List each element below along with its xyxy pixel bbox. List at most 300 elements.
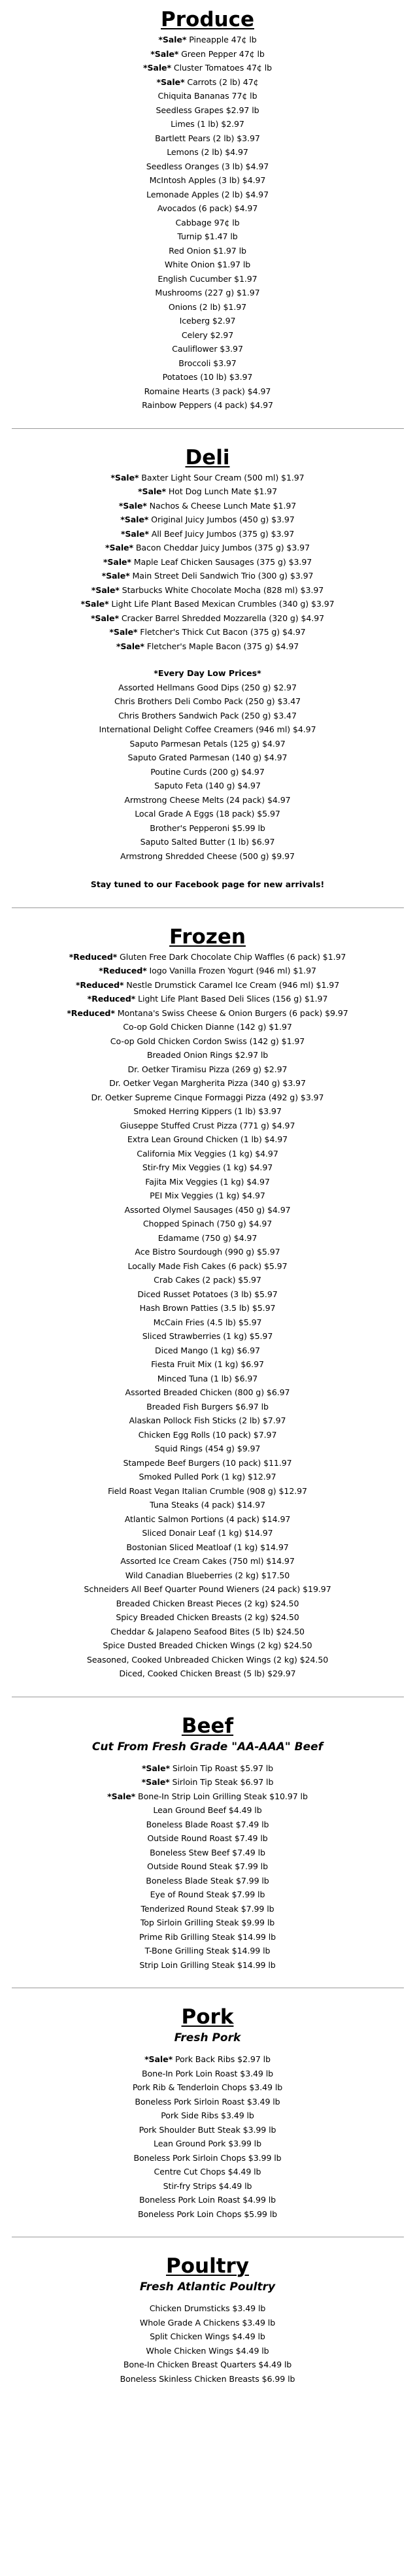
deli-section <box>0 445 415 892</box>
item-text: Dr. Oetker Vegan Margherita Pizza (340 g) $3.97 <box>109 1078 306 1088</box>
item-text: PEI Mix Veggies (1 kg) $4.97 <box>150 1191 265 1200</box>
item-text: Bartlett Pears (2 lb) $3.97 <box>155 133 260 143</box>
item-text: Light Life Plant Based Mexican Crumbles (340 g) $3.97 <box>108 599 335 609</box>
list-item <box>0 1329 415 1344</box>
list-item <box>0 1034 415 1049</box>
item-text: Armstrong Shredded Cheese (500 g) $9.97 <box>120 851 295 861</box>
list-item <box>0 611 415 626</box>
item-text: Whole Chicken Wings $4.49 lb <box>146 2345 269 2356</box>
list-item <box>0 527 415 541</box>
list-item <box>0 1831 415 1846</box>
item-text: Original Juicy Jumbos (450 g) $3.97 <box>148 515 295 524</box>
list-item <box>0 2151 415 2165</box>
list-item <box>0 1147 415 1161</box>
sale-tag: *Sale* <box>91 585 120 595</box>
item-list <box>0 2301 415 2386</box>
list-item <box>0 681 415 695</box>
item-text: Pineapple 47¢ lb <box>186 35 257 44</box>
section-subtitle: Fresh Pork <box>174 2031 241 2044</box>
item-text: Fletcher's Maple Bacon (375 g) $4.97 <box>144 641 299 651</box>
list-item <box>0 1775 415 1789</box>
sale-tag: *Sale* <box>141 1763 170 1773</box>
item-text: Local Grade A Eggs (18 pack) $5.97 <box>135 809 280 819</box>
sale-tag: *Sale* <box>90 613 119 623</box>
item-text: Red Onion $1.97 lb <box>169 245 246 256</box>
item-text: Smoked Herring Kippers (1 lb) $3.97 <box>133 1106 282 1116</box>
sale-tag: *Sale* <box>110 472 139 483</box>
list-item <box>0 709 415 723</box>
item-text: Celery $2.97 <box>181 330 234 340</box>
item-text: Lemonade Apples (2 lb) $4.97 <box>146 189 269 199</box>
item-text: Saputo Salted Butter (1 lb) $6.97 <box>140 837 275 847</box>
item-text: Sirloin Tip Steak $6.97 lb <box>169 1777 274 1787</box>
list-item <box>0 1638 415 1653</box>
list-item <box>0 47 415 61</box>
item-text: Cluster Tomatoes 47¢ lb <box>171 63 273 73</box>
list-item <box>0 1189 415 1203</box>
item-text: Bone-In Chicken Breast Quarters $4.49 lb <box>123 2360 292 2369</box>
list-item <box>0 555 415 569</box>
item-text: Avocados (6 pack) $4.97 <box>157 203 258 213</box>
item-text: All Beef Juicy Jumbos (375 g) $3.97 <box>148 528 295 539</box>
item-text: Onions (2 lb) $1.97 <box>168 301 247 312</box>
item-text: Green Pepper 47¢ lb <box>178 48 265 59</box>
list-item <box>0 849 415 864</box>
list-item <box>0 597 415 611</box>
section-subtitle: Cut From Fresh Grade "AA-AAA" Beef <box>91 1740 324 1754</box>
list-item <box>0 2330 415 2344</box>
sale-tag: *Reduced* <box>75 979 124 990</box>
list-item <box>0 160 415 174</box>
list-item <box>0 1175 415 1189</box>
list-item <box>0 1231 415 1246</box>
list-item <box>0 513 415 527</box>
item-text: Field Roast Vegan Italian Crumble (908 g) $12.97 <box>108 1485 307 1496</box>
item-text: Chiquita Bananas 77¢ lb <box>158 91 257 101</box>
section-divider <box>12 428 404 429</box>
sale-tag: *Sale* <box>109 627 138 637</box>
item-text: T-Bone Grilling Steak $14.99 lb <box>144 1946 271 1956</box>
item-text: Atlantic Salmon Portions (4 pack) $14.97 <box>124 1514 291 1524</box>
item-text: Squid Rings (454 g) $9.97 <box>154 1444 261 1453</box>
list-item <box>0 1315 415 1330</box>
item-text: Stir-fry Strips $4.49 lb <box>163 2180 252 2191</box>
item-list <box>0 2052 415 2221</box>
list-item <box>0 145 415 160</box>
item-text: Lean Ground Beef $4.49 lb <box>153 1805 262 1815</box>
section-divider <box>12 907 404 908</box>
item-text: Boneless Blade Roast $7.49 lb <box>146 1819 269 1829</box>
item-text: Nestle Drumstick Caramel Ice Cream (946 ml) $1.97 <box>124 979 340 990</box>
beef-section <box>0 1713 415 1973</box>
pork-section <box>0 2004 415 2221</box>
list-item <box>0 1540 415 1555</box>
item-text: Saputo Grated Parmesan (140 g) $4.97 <box>127 753 288 762</box>
section-title: Poultry <box>165 2254 250 2278</box>
item-text: Rainbow Peppers (4 pack) $4.97 <box>142 400 273 410</box>
list-item <box>0 2080 415 2095</box>
item-text: McIntosh Apples (3 lb) $4.97 <box>149 175 266 185</box>
item-text: Light Life Plant Based Deli Slices (156 g) $1.97 <box>135 994 328 1004</box>
list-item <box>0 244 415 258</box>
item-text: Lean Ground Pork $3.99 lb <box>154 2139 261 2148</box>
list-item <box>0 1761 415 1776</box>
list-item <box>0 1442 415 1456</box>
item-text: Baxter Light Sour Cream (500 ml) $1.97 <box>139 472 305 483</box>
sale-tag: *Sale* <box>141 1777 170 1787</box>
list-item <box>0 1245 415 1259</box>
item-text: Poutine Curds (200 g) $4.97 <box>150 766 265 777</box>
item-text: Cabbage 97¢ lb <box>175 217 240 228</box>
list-item <box>0 1400 415 1414</box>
list-item <box>0 807 415 821</box>
item-text: California Mix Veggies (1 kg) $4.97 <box>137 1148 278 1159</box>
item-text: Split Chicken Wings $4.49 lb <box>150 2331 265 2341</box>
item-text: Boneless Pork Sirloin Roast $3.49 lb <box>135 2096 280 2107</box>
list-item <box>0 201 415 216</box>
list-item <box>0 1161 415 1175</box>
item-text: Giuseppe Stuffed Crust Pizza (771 g) $4.97 <box>120 1120 295 1130</box>
item-text: Carrots (2 lb) 47¢ <box>184 76 259 87</box>
item-text: Montana's Swiss Cheese & Onion Burgers (6 pack) $9.97 <box>114 1008 348 1018</box>
section-title: Pork <box>181 2005 234 2029</box>
item-text: Diced Russet Potatoes (3 lb) $5.97 <box>137 1289 278 1299</box>
item-text: Broccoli $3.97 <box>178 358 237 368</box>
list-item <box>0 2165 415 2179</box>
item-text: Strip Loin Grilling Steak $14.99 lb <box>139 1959 276 1970</box>
item-text: Fiesta Fruit Mix (1 kg) $6.97 <box>151 1359 264 1369</box>
list-item <box>0 992 415 1006</box>
list-item <box>0 1625 415 1639</box>
item-text: Ace Bistro Sourdough (990 g) $5.97 <box>135 1247 280 1257</box>
list-item <box>0 384 415 399</box>
item-text: Mushrooms (227 g) $1.97 <box>155 288 260 297</box>
item-text: Prime Rib Grilling Steak $14.99 lb <box>139 1931 276 1942</box>
item-text: Assorted Breaded Chicken (800 g) $6.97 <box>125 1387 290 1397</box>
section-title: Frozen <box>169 924 246 949</box>
section-subtitle: Fresh Atlantic Poultry <box>139 2280 276 2294</box>
list-item <box>0 1803 415 1818</box>
list-item <box>0 131 415 146</box>
list-item <box>0 1372 415 1386</box>
list-item <box>0 75 415 90</box>
item-text: Chopped Spinach (750 g) $4.97 <box>142 1219 273 1229</box>
item-text: Sliced Strawberries (1 kg) $5.97 <box>142 1331 273 1341</box>
item-text: Centre Cut Chops $4.49 lb <box>154 2167 261 2177</box>
list-item <box>0 2067 415 2081</box>
sale-tag: *Sale* <box>120 528 149 539</box>
list-item <box>0 103 415 118</box>
list-item <box>0 2109 415 2123</box>
item-text: McCain Fries (4.5 lb) $5.97 <box>153 1317 262 1327</box>
sale-tag: *Reduced* <box>87 994 136 1004</box>
item-text: Seedless Grapes $2.97 lb <box>156 105 259 115</box>
list-item <box>0 1062 415 1077</box>
list-item <box>0 1859 415 1874</box>
item-text: Boneless Pork Loin Roast $4.99 lb <box>139 2195 276 2205</box>
sale-tag: *Sale* <box>150 48 179 59</box>
list-item <box>0 2179 415 2194</box>
list-item <box>0 471 415 485</box>
item-text: Hash Brown Patties (3.5 lb) $5.97 <box>139 1303 276 1313</box>
list-item <box>0 779 415 793</box>
item-list <box>0 681 415 864</box>
list-item <box>0 1888 415 1902</box>
section-title: Produce <box>161 8 254 31</box>
list-item <box>0 821 415 836</box>
list-item <box>0 751 415 765</box>
item-text: Chicken Drumsticks $3.49 lb <box>149 2303 266 2313</box>
list-item <box>0 765 415 779</box>
item-text: Romaine Hearts (3 pack) $4.97 <box>144 386 271 396</box>
sale-tag: *Sale* <box>103 556 131 567</box>
list-item <box>0 300 415 314</box>
list-item <box>0 1301 415 1315</box>
sale-tag: *Sale* <box>105 543 133 552</box>
list-item <box>0 328 415 343</box>
item-text: Starbucks White Chocolate Mocha (828 ml) $3.97 <box>119 585 324 595</box>
sale-tag: *Sale* <box>142 63 171 73</box>
item-text: Fajita Mix Veggies (1 kg) $4.97 <box>145 1176 270 1187</box>
list-item <box>0 1916 415 1930</box>
item-text: Schneiders All Beef Quarter Pound Wieners (24 pack) $19.97 <box>84 1584 331 1594</box>
list-item <box>0 1902 415 1916</box>
sale-tag: *Sale* <box>144 2054 173 2064</box>
list-item <box>0 2372 415 2386</box>
item-text: Sliced Donair Leaf (1 kg) $14.97 <box>142 1528 273 1538</box>
list-item <box>0 2344 415 2358</box>
list-item <box>0 216 415 230</box>
list-item <box>0 1132 415 1147</box>
produce-section <box>0 7 415 413</box>
section-title: Deli <box>185 445 230 469</box>
list-item <box>0 173 415 188</box>
item-text: Dr. Oetker Supreme Cinque Formaggi Pizza (492 g) $3.97 <box>91 1092 324 1102</box>
item-text: Dr. Oetker Tiramisu Pizza (269 g) $2.97 <box>127 1064 288 1074</box>
item-text: Brother's Pepperoni $5.99 lb <box>150 822 265 833</box>
item-text: Lemons (2 lb) $4.97 <box>167 147 248 157</box>
poultry-section <box>0 2253 415 2386</box>
item-text: Maple Leaf Chicken Sausages (375 g) $3.97 <box>131 556 312 567</box>
item-text: Pork Back Ribs $2.97 lb <box>173 2054 271 2064</box>
list-item <box>0 1091 415 1105</box>
list-item <box>0 1119 415 1133</box>
item-list <box>0 950 415 1681</box>
sale-tag: *Reduced* <box>69 951 118 962</box>
list-item <box>0 398 415 413</box>
item-text: Outside Round Roast $7.49 lb <box>147 1833 268 1843</box>
item-text: Stampede Beef Burgers (10 pack) $11.97 <box>123 1457 292 1468</box>
item-text: Smoked Pulled Pork (1 kg) $12.97 <box>139 1472 276 1482</box>
sale-tag: *Reduced* <box>99 966 147 975</box>
list-item <box>0 1273 415 1287</box>
list-item <box>0 835 415 849</box>
sale-tag: *Sale* <box>118 500 147 511</box>
item-text: Fletcher's Thick Cut Bacon (375 g) $4.97 <box>137 627 306 637</box>
item-text: Hot Dog Lunch Mate $1.97 <box>165 486 277 496</box>
sale-tag: *Sale* <box>116 641 144 651</box>
item-text: Cracker Barrel Shredded Mozzarella (320 g) $4.97 <box>118 613 325 623</box>
item-text: Boneless Skinless Chicken Breasts $6.99 lb <box>120 2373 295 2384</box>
item-text: Main Street Deli Sandwich Trio (300 g) $3.97 <box>129 571 314 581</box>
sale-tag: *Sale* <box>137 486 166 496</box>
list-item <box>0 1020 415 1034</box>
item-text: Crab Cakes (2 pack) $5.97 <box>154 1275 261 1285</box>
item-text: Breaded Fish Burgers $6.97 lb <box>146 1401 269 1412</box>
list-item <box>0 694 415 709</box>
sale-tag: *Sale* <box>80 599 109 609</box>
list-item <box>0 314 415 328</box>
item-text: Bostonian Sliced Meatloaf (1 kg) $14.97 <box>126 1542 289 1552</box>
list-item <box>0 625 415 639</box>
list-item <box>0 1048 415 1062</box>
item-text: Bone-In Strip Loin Grilling Steak $10.97 lb <box>135 1791 308 1801</box>
item-text: Sirloin Tip Roast $5.97 lb <box>169 1763 274 1773</box>
list-item <box>0 1554 415 1568</box>
list-item <box>0 1818 415 1832</box>
list-item <box>0 1512 415 1527</box>
item-text: Pork Side Ribs $3.49 lb <box>161 2110 254 2120</box>
item-text: Extra Lean Ground Chicken (1 lb) $4.97 <box>127 1134 288 1144</box>
item-text: Spicy Breaded Chicken Breasts (2 kg) $24.50 <box>116 1612 299 1622</box>
item-text: Potatoes (10 lb) $3.97 <box>162 372 253 382</box>
item-text: Edamame (750 g) $4.97 <box>158 1232 257 1243</box>
list-item <box>0 1653 415 1667</box>
item-text: International Delight Coffee Creamers (946 ml) $4.97 <box>99 724 316 734</box>
list-item <box>0 583 415 598</box>
list-item <box>0 1498 415 1512</box>
list-item <box>0 541 415 555</box>
item-text: Chris Brothers Sandwich Pack (250 g) $3.47 <box>118 710 297 720</box>
item-text: Wild Canadian Blueberries (2 kg) $17.50 <box>125 1570 290 1580</box>
list-item <box>0 1414 415 1428</box>
list-item <box>0 1470 415 1484</box>
list-item <box>0 1287 415 1302</box>
list-item <box>0 639 415 654</box>
list-item <box>0 1076 415 1091</box>
item-text: Seedless Oranges (3 lb) $4.97 <box>146 161 269 171</box>
item-text: Bacon Cheddar Juicy Jumbos (375 g) $3.97 <box>133 543 310 552</box>
item-text: Assorted Hellmans Good Dips (250 g) $2.97 <box>118 682 297 692</box>
frozen-section <box>0 924 415 1681</box>
list-item <box>0 978 415 992</box>
list-item <box>0 2123 415 2137</box>
list-item <box>0 1958 415 1973</box>
item-text: Tenderized Round Steak $7.99 lb <box>141 1903 274 1914</box>
item-text: White Onion $1.97 lb <box>164 260 251 269</box>
list-item <box>0 722 415 737</box>
item-text: Turnip $1.47 lb <box>177 231 238 241</box>
list-item <box>0 1874 415 1888</box>
list-item <box>0 342 415 356</box>
list-item <box>0 258 415 272</box>
list-item <box>0 1385 415 1400</box>
item-text: Seasoned, Cooked Unbreaded Chicken Wings (2 kg) $24.50 <box>86 1654 329 1665</box>
item-text: Chicken Egg Rolls (10 pack) $7.97 <box>138 1429 277 1440</box>
list-item <box>0 2095 415 2109</box>
list-item <box>0 89 415 103</box>
list-item <box>0 1597 415 1611</box>
item-text: Boneless Stew Beef $7.49 lb <box>150 1847 265 1857</box>
item-text: Iogo Vanilla Frozen Yogurt (946 ml) $1.97 <box>146 966 316 975</box>
list-item <box>0 61 415 75</box>
item-text: Spice Dusted Breaded Chicken Wings (2 kg) $24.50 <box>103 1640 312 1650</box>
list-item <box>0 356 415 371</box>
item-text: Eye of Round Steak $7.99 lb <box>150 1890 265 1899</box>
item-text: Cauliflower $3.97 <box>172 344 243 354</box>
list-item <box>0 1568 415 1583</box>
sale-tag: *Sale* <box>101 571 130 581</box>
item-text: Locally Made Fish Cakes (6 pack) $5.97 <box>127 1261 288 1271</box>
list-item <box>0 1930 415 1944</box>
list-item <box>0 1357 415 1372</box>
item-list <box>0 1761 415 1973</box>
item-text: Pork Shoulder Butt Steak $3.99 lb <box>139 2124 276 2135</box>
list-item <box>0 1610 415 1625</box>
item-text: Diced Mango (1 kg) $6.97 <box>155 1345 260 1355</box>
list-item <box>0 569 415 583</box>
facebook-note: Stay tuned to our Facebook page for new arrivals! <box>90 879 325 889</box>
item-text: Boneless Pork Loin Chops $5.99 lb <box>137 2209 278 2219</box>
list-item <box>0 229 415 244</box>
list-item <box>0 2207 415 2222</box>
item-text: Gluten Free Dark Chocolate Chip Waffles (6 pack) $1.97 <box>117 951 346 962</box>
sale-tag: *Sale* <box>158 35 187 44</box>
list-item <box>0 1217 415 1231</box>
item-text: Bone-In Pork Loin Roast $3.49 lb <box>141 2068 274 2078</box>
item-text: Breaded Onion Rings $2.97 lb <box>146 1050 269 1060</box>
list-item <box>0 1428 415 1442</box>
list-item <box>0 1944 415 1958</box>
item-text: Armstrong Cheese Melts (24 pack) $4.97 <box>124 794 291 805</box>
item-text: Breaded Chicken Breast Pieces (2 kg) $24.50 <box>116 1598 299 1608</box>
item-text: English Cucumber $1.97 <box>158 273 257 284</box>
list-item <box>0 950 415 964</box>
item-text: Assorted Ice Cream Cakes (750 ml) $14.97 <box>120 1556 295 1566</box>
list-item <box>0 964 415 978</box>
section-title: Beef <box>181 1714 234 1738</box>
item-text: Outside Round Steak $7.99 lb <box>147 1861 268 1871</box>
item-text: Iceberg $2.97 <box>179 316 236 326</box>
list-item <box>0 33 415 47</box>
item-text: Co-op Gold Chicken Dianne (142 g) $1.97 <box>123 1022 292 1032</box>
sale-tag: *Sale* <box>107 1791 136 1801</box>
list-item <box>0 2358 415 2372</box>
list-item <box>0 1006 415 1021</box>
item-text: Alaskan Pollock Fish Sticks (2 lb) $7.97 <box>129 1415 286 1425</box>
item-text: Whole Grade A Chickens $3.49 lb <box>139 2317 276 2328</box>
item-text: Stir-fry Mix Veggies (1 kg) $4.97 <box>142 1162 273 1172</box>
item-text: Saputo Feta (140 g) $4.97 <box>154 781 261 790</box>
item-text: Nachos & Cheese Lunch Mate $1.97 <box>146 500 297 511</box>
list-item <box>0 1203 415 1217</box>
list-item <box>0 499 415 513</box>
list-item <box>0 484 415 499</box>
item-text: Boneless Blade Steak $7.99 lb <box>146 1875 269 1886</box>
list-item <box>0 1582 415 1597</box>
item-text: Cheddar & Jalapeno Seafood Bites (5 lb) $24.50 <box>110 1626 305 1636</box>
item-list <box>0 33 415 413</box>
item-text: Diced, Cooked Chicken Breast (5 lb) $29.97 <box>119 1669 296 1678</box>
list-item <box>0 1846 415 1860</box>
item-text: Tuna Steaks (4 pack) $14.97 <box>150 1500 265 1510</box>
list-item <box>0 1789 415 1804</box>
list-item <box>0 2301 415 2316</box>
list-item <box>0 1104 415 1119</box>
sale-tag: *Sale* <box>156 76 185 87</box>
list-item <box>0 2052 415 2067</box>
list-item <box>0 1484 415 1499</box>
